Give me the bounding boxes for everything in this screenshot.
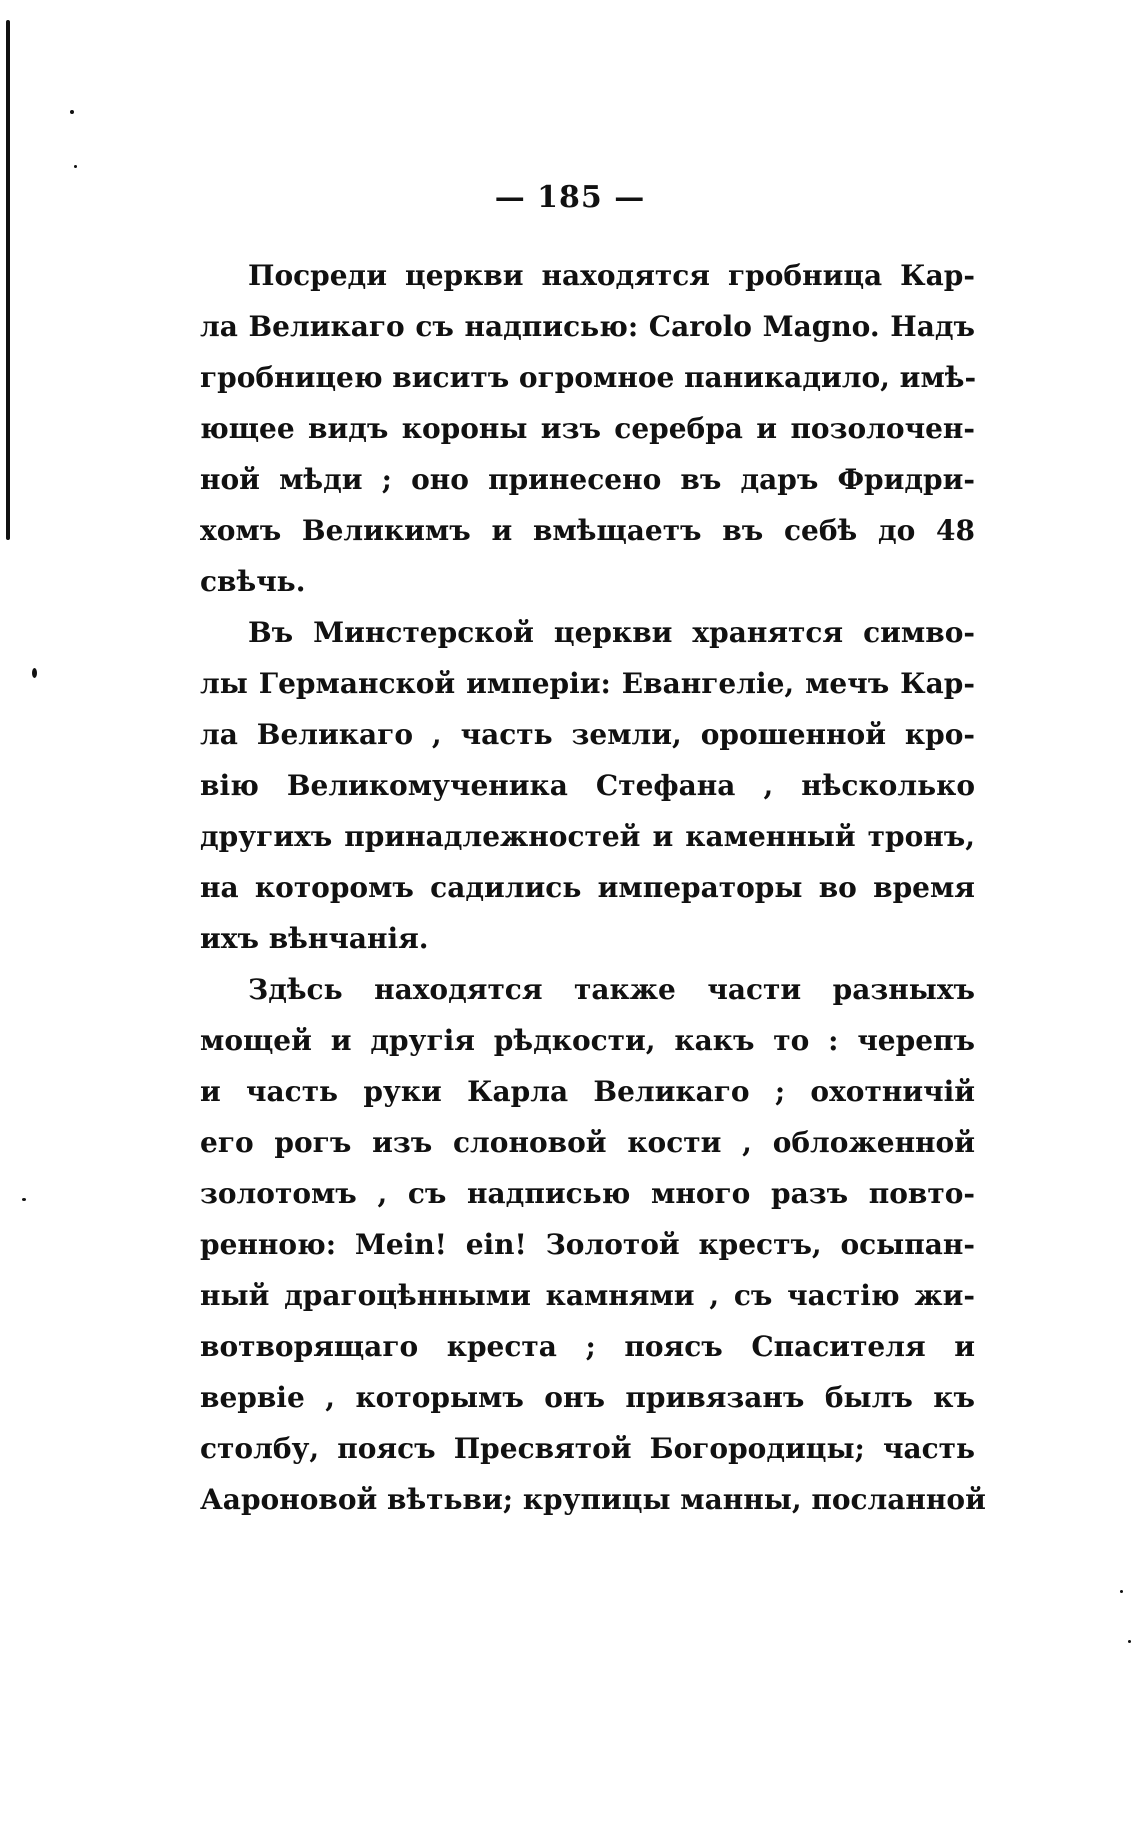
print-speck <box>1120 1590 1123 1593</box>
print-speck <box>32 668 37 678</box>
text-line: ла Великаго съ надписью: Carolo Magno. Надъ <box>200 310 975 343</box>
text-line: его рогъ изъ слоновой кости , обложенной <box>200 1126 975 1159</box>
text-line: гробницею виситъ огромное паникадило, имѣ- <box>200 361 977 394</box>
print-speck <box>70 110 74 114</box>
text-line: Аароновой вѣтьви; крупицы манны, посланной <box>200 1483 986 1516</box>
print-speck <box>1128 1640 1131 1643</box>
text-line: лы Германской имперіи: Евангеліе, мечъ Кар- <box>200 667 975 700</box>
text-line: золотомъ , съ надписью много разъ повто- <box>200 1177 975 1210</box>
text-line: ный драгоцѣнными камнями , съ частію жи- <box>200 1279 975 1312</box>
text-line: Въ Минстерской церкви хранятся симво- <box>248 616 975 649</box>
text-line: мощей и другія рѣдкости, какъ то : черепъ <box>200 1024 975 1057</box>
text-line: и часть руки Карла Великаго ; охотничій <box>200 1075 975 1108</box>
text-line: свѣчь. <box>200 565 306 598</box>
text-line: столбу, поясъ Пресвятой Богородицы; часть <box>200 1432 975 1465</box>
paragraph-tomb <box>200 250 975 607</box>
text-line: ной мѣди ; оно принесено въ даръ Фридри- <box>200 463 975 496</box>
text-line: ихъ вѣнчанія. <box>200 922 429 955</box>
paragraph-relics <box>200 964 986 1525</box>
page-binding-edge <box>6 20 10 540</box>
body-text <box>200 250 986 1525</box>
text-line: Посреди церкви находятся гробница Кар- <box>248 259 975 292</box>
text-line: вію Великомученика Стефана , нѣсколько <box>200 769 975 802</box>
text-line: Здѣсь находятся также части разныхъ <box>248 973 975 1006</box>
print-speck <box>74 165 77 168</box>
text-line: вотворящаго креста ; поясъ Спасителя и <box>200 1330 975 1363</box>
text-line: ла Великаго , часть земли, орошенной кро- <box>200 718 975 751</box>
paragraph-symbols <box>200 607 975 964</box>
text-line: на которомъ садились императоры во время <box>200 871 975 904</box>
text-line: хомъ Великимъ и вмѣщаетъ въ себѣ до 48 <box>200 514 975 547</box>
print-speck <box>22 1198 26 1201</box>
text-line: ренною: Mein! ein! Золотой крестъ, осыпан- <box>200 1228 975 1261</box>
text-line: вервіе , которымъ онъ привязанъ былъ къ <box>200 1381 975 1414</box>
text-line: ющее видъ короны изъ серебра и позолочен- <box>200 412 975 445</box>
page-number: — 185 — <box>494 180 646 215</box>
text-line: другихъ принадлежностей и каменный тронъ, <box>200 820 975 853</box>
